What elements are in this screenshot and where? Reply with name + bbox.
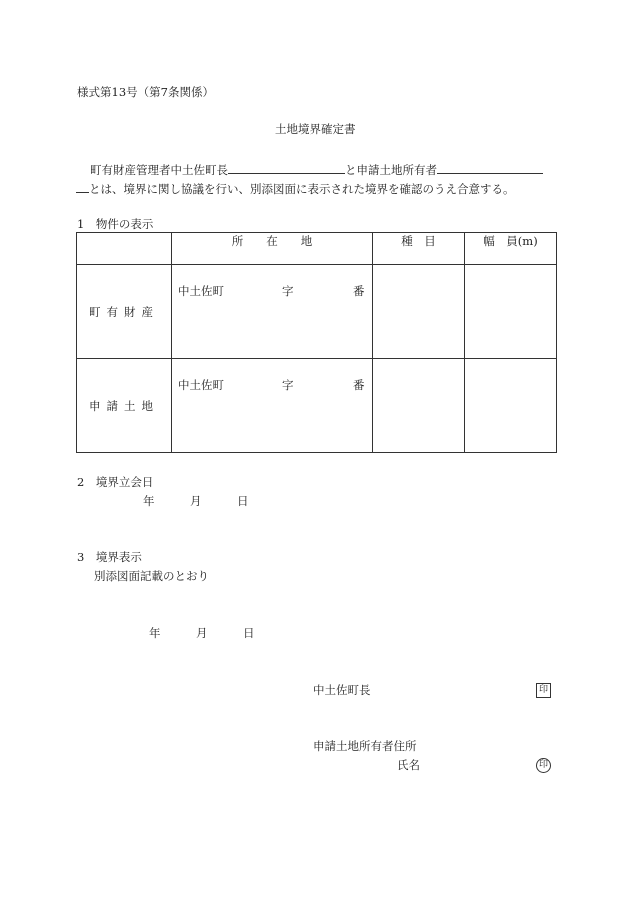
section-3-body: 別添図面記載のとおり: [94, 569, 209, 583]
property-table: [76, 232, 557, 453]
sign-date-year: 年: [149, 626, 161, 640]
witness-date-year: 年: [143, 494, 155, 508]
intro-prefix: 町有財産管理者中土佐町長: [90, 163, 228, 177]
blank-owner-name: [437, 161, 543, 174]
witness-date-day: 日: [237, 494, 249, 508]
blank-owner-name-cont: [76, 180, 89, 193]
kind-cell: [373, 265, 465, 359]
mayor-label: 中土佐町長: [313, 683, 371, 697]
header-width: 幅 員(m): [465, 233, 557, 265]
intro-body: とは、境界に関し協議を行い、別添図面に表示された境界を確認のうえ合意する。: [89, 182, 515, 196]
section-3-heading: 3 境界表示: [77, 550, 142, 564]
owner-address-label: 申請土地所有者住所: [313, 739, 417, 753]
witness-date-month: 月: [190, 494, 202, 508]
form-number: 様式第13号（第7条関係）: [77, 85, 214, 99]
intro-middle: と申請土地所有者: [345, 163, 437, 177]
width-cell: [465, 265, 557, 359]
owner-name-label: 氏名: [397, 758, 420, 772]
blank-mayor-name: [228, 161, 345, 174]
table-header-row: [77, 233, 557, 265]
location-town: 中土佐町: [178, 284, 224, 298]
location-cell: [172, 359, 373, 453]
location-aza: 字: [282, 378, 294, 392]
mayor-seal-icon: 印: [536, 683, 551, 698]
location-aza: 字: [282, 284, 294, 298]
table-row: [77, 359, 557, 453]
sign-date-day: 日: [243, 626, 255, 640]
row-label-applied-land: 申請土地: [77, 359, 172, 453]
owner-seal-icon: 印: [536, 758, 551, 773]
location-town: 中土佐町: [178, 378, 224, 392]
header-kind: 種 目: [373, 233, 465, 265]
location-ban: 番: [353, 284, 365, 298]
section-1-heading: 1 物件の表示: [77, 217, 154, 231]
header-location: 所 在 地: [172, 233, 373, 265]
intro-line-1: [90, 161, 543, 177]
table-row: [77, 265, 557, 359]
sign-date-month: 月: [196, 626, 208, 640]
location-cell: [172, 265, 373, 359]
section-2-heading: 2 境界立会日: [77, 475, 154, 489]
kind-cell: [373, 359, 465, 453]
location-ban: 番: [353, 378, 365, 392]
header-blank: [77, 233, 172, 265]
row-label-town-property: 町有財産: [77, 265, 172, 359]
intro-line-2: [76, 180, 515, 196]
document-title: 土地境界確定書: [275, 122, 356, 136]
width-cell: [465, 359, 557, 453]
